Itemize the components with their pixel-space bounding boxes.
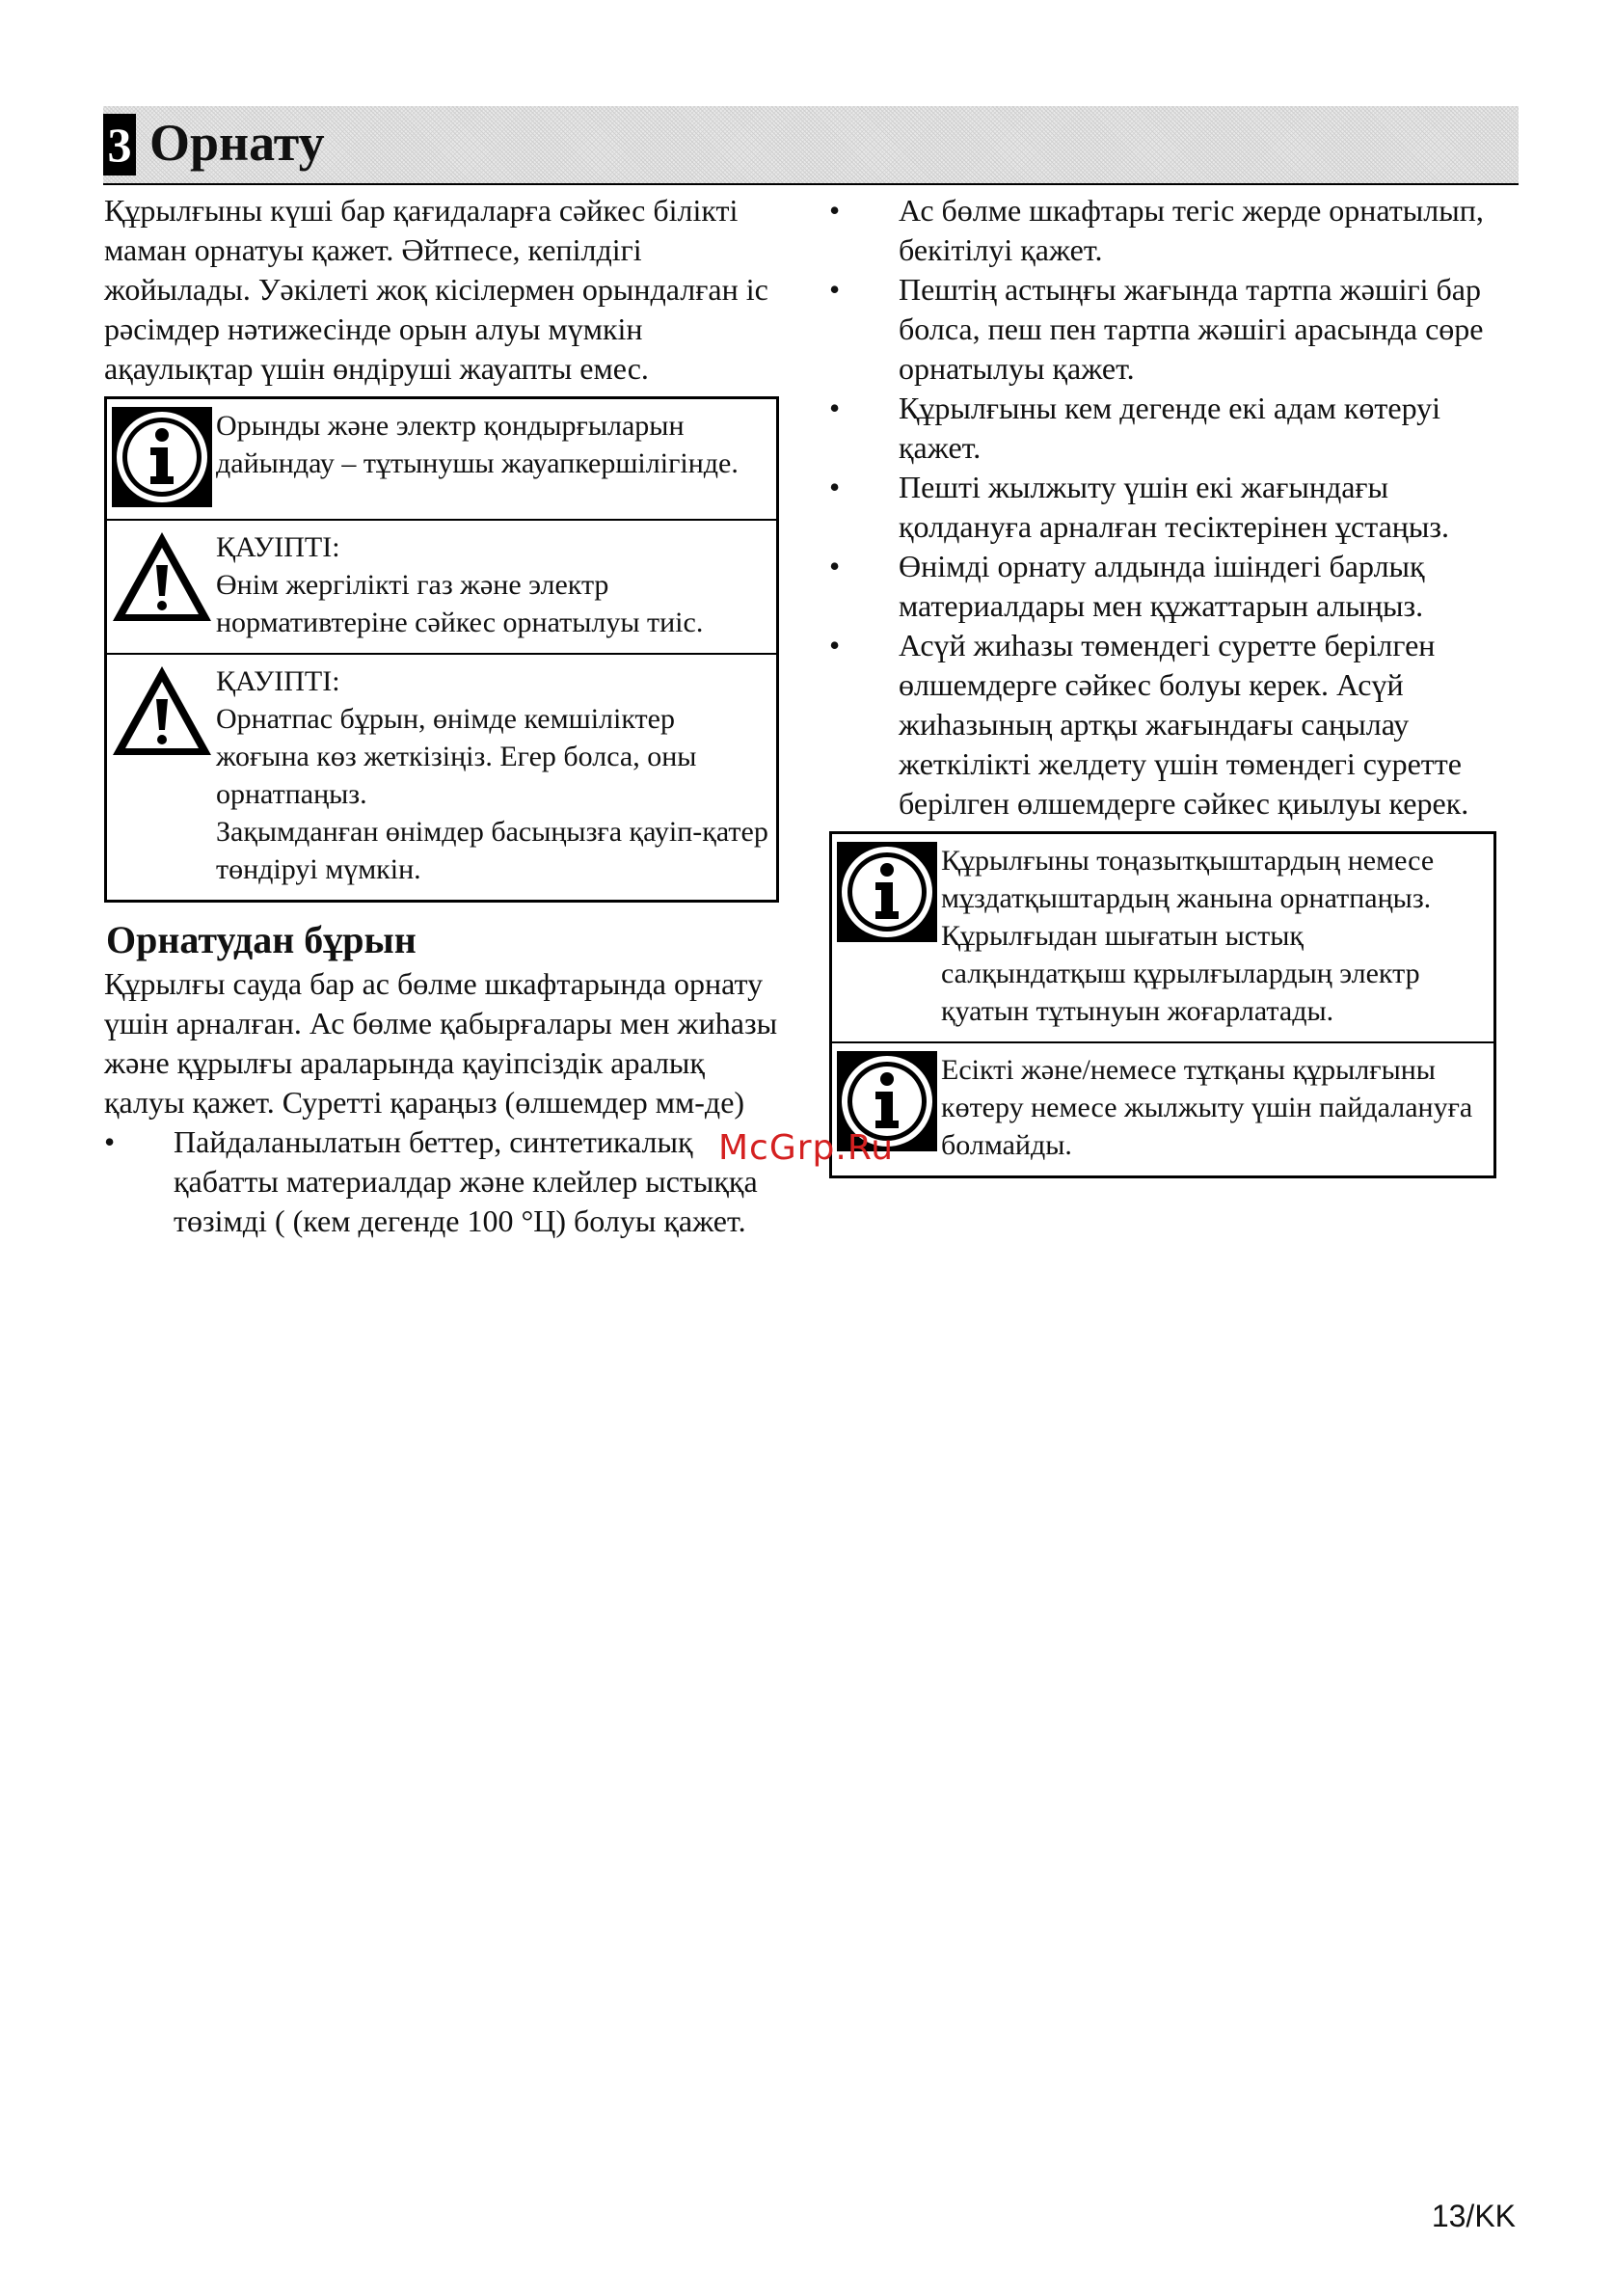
list-item-text: Құрылғыны кем дегенде екі адам көтеруі қажет. [899, 391, 1441, 465]
list-item-text: Ас бөлме шкафтары тегіс жерде орнатылып, бекітілуі қажет. [899, 193, 1484, 267]
info-icon [107, 407, 216, 507]
bullet-symbol: • [829, 272, 841, 307]
watermark: McGrp.Ru [718, 1128, 895, 1168]
list-item [829, 626, 1519, 824]
bullet-symbol: • [829, 470, 841, 504]
list-item [829, 191, 1519, 270]
notice-table-left [104, 396, 779, 903]
list-item-text: Пешті жылжыту үшін екі жағындағы қолдануға арналған тесіктерінен ұстаңыз. [899, 470, 1450, 544]
subsection-paragraph: Құрылғы сауда бар ас бөлме шкафтарында орнату үшін арналған. Ас бөлме қабырғалары мен жиһазы және құрылғы араларында қауіпсіздік аралық қалуы қажет. Суретті қараңыз (өлшемдер мм-де) [104, 966, 778, 1120]
bullet-list-right [829, 191, 1519, 824]
list-item-text: Пайдаланылатын беттер, синтетикалық қабатты материалдар және клейлер ыстыққа төзімді ( (кем дегенде 100 °Ц) болуы қажет. [174, 1124, 758, 1238]
subsection-title: Орнатудан бұрын [106, 918, 417, 961]
list-item [829, 468, 1519, 547]
notice-text: Орнатпас бұрын, өнімде кемшіліктер жоғына көз жеткізіңіз. Егер болса, оны орнатпаңыз. [216, 703, 697, 810]
list-item-text: Өнімді орнату алдында ішіндегі барлық материалдары мен құжаттарын алыңыз. [899, 549, 1425, 623]
bullet-symbol: • [829, 193, 841, 228]
list-item-text: Пештің астыңғы жағында тартпа жәшігі бар болса, пеш пен тартпа жәшігі арасында сөре орнатылуы қажет. [899, 272, 1484, 386]
list-item [104, 1122, 779, 1241]
info-icon [832, 842, 941, 1030]
notice-info [832, 834, 1493, 1041]
list-item [829, 389, 1519, 468]
list-item [829, 547, 1519, 626]
bullet-list-left [104, 1122, 779, 1241]
bullet-symbol: • [829, 628, 841, 662]
notice-warning [107, 653, 776, 900]
notice-info [107, 399, 776, 519]
section-title: Орнату [149, 114, 325, 172]
list-item [829, 270, 1519, 389]
bullet-symbol: • [829, 549, 841, 583]
notice-table-right [829, 831, 1496, 1178]
notice-heading: ҚАУІПТІ: [216, 531, 340, 563]
notice-heading: ҚАУІПТІ: [216, 665, 340, 697]
bullet-symbol: • [104, 1124, 116, 1159]
notice-text: Өнім жергілікті газ және электр нормативтеріне сәйкес орнатылуы тиіс. [216, 569, 704, 638]
notice-warning [107, 519, 776, 653]
warning-icon [107, 662, 216, 888]
notice-text: Орынды және электр қондырғыларын дайындау – тұтынушы жауапкершілігінде. [216, 410, 739, 479]
notice-text: Зақымданған өнімдер басыңызға қауіп-қатер төндіруі мүмкін. [216, 816, 768, 885]
section-header [103, 106, 1519, 185]
notice-text: Есікті және/немесе тұтқаны құрылғыны көтеру немесе жылжыту үшін пайдалануға болмайды. [941, 1054, 1473, 1161]
section-number: 3 [103, 114, 136, 176]
right-column [829, 191, 1519, 1178]
notice-info [832, 1041, 1493, 1175]
notice-text: Құрылғыны тоңазытқыштардың немесе мұздатқыштардың жанына орнатпаңыз. Құрылғыдан шығатын ыстық салқындатқыш құрылғылардың электр қуатын тұтынуын жоғарлатады. [941, 845, 1435, 1027]
list-item-text: Асүй жиһазы төмендегі суретте берілген өлшемдерге сәйкес болуы керек. Асүй жиһазының артқы жағындағы саңылау жеткілікті желдету үшін төмендегі суретте берілген өлшемдерге сәйкес қиылуы керек. [899, 628, 1469, 821]
warning-icon [107, 528, 216, 641]
page-number: 13/KK [1431, 2199, 1516, 2233]
intro-paragraph: Құрылғыны күші бар қағидаларға сәйкес білікті маман орнатуы қажет. Әйтпесе, кепілдігі жойылады. Уәкілеті жоқ кісілермен орындалған іс рәсімдер нәтижесінде орын алуы мүмкін ақаулықтар үшін өндіруші жауапты емес. [104, 193, 768, 386]
bullet-symbol: • [829, 391, 841, 425]
left-column [104, 191, 779, 1241]
